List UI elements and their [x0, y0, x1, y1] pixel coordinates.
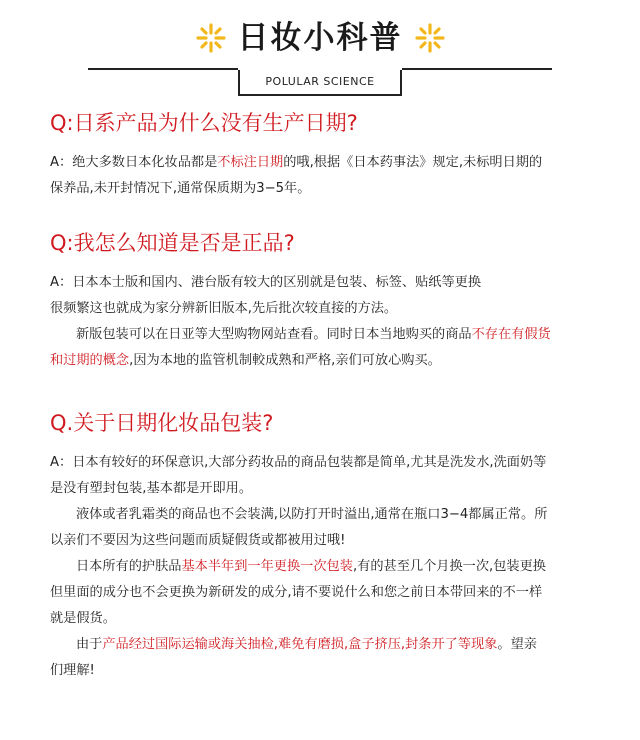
title-rule-right	[402, 68, 552, 70]
highlight-text: 和过期的概念	[50, 353, 130, 368]
page-title: 日妆小科普	[237, 20, 403, 56]
section-3	[50, 408, 595, 684]
section-1	[50, 108, 595, 202]
question-heading: Q:我怎么知道是否是正品?	[50, 231, 295, 255]
highlight-text: 不标注日期	[217, 155, 284, 170]
answer-line: 日本所有的护肤品基本半年到一年更换一次包装,有的甚至几个月换一次,包装更换	[76, 559, 546, 574]
sparkle-icon	[415, 23, 445, 53]
answer-line: A：绝大多数日本化妆品都是不标注日期的哦,根据《日本药事法》规定,未标明日期的	[50, 155, 543, 170]
subtitle-box: POLULAR SCIENCE	[238, 70, 402, 96]
answer-line: 和过期的概念,因为本地的监管机制較成熟和严格,亲们可放心购买。	[50, 353, 441, 368]
answer-line: 由于产品经过国际运输或海关抽检,难免有磨损,盒子挤压,封条开了等现象。望亲	[76, 637, 537, 652]
answer-line: 新版包装可以在日亚等大型购物网站查看。同时日本当地购买的商品不存在有假货	[76, 327, 551, 342]
highlight-text: 不存在有假货	[471, 327, 551, 342]
answer-line: A：日本有较好的环保意识,大部分药妆品的商品包装都是简单,尤其是洗发水,洗面奶等	[50, 455, 547, 470]
answer-line: 液体或者乳霜类的商品也不会装满,以防打开时溢出,通常在瓶口3−4都属正常。所	[76, 507, 548, 522]
question-heading: Q:日系产品为什么没有生产日期?	[50, 111, 358, 135]
answer-line: 很频繁这也就成为家分辨新旧版本,先后批次较直接的方法。	[50, 301, 398, 316]
title-rule-left	[88, 68, 238, 70]
header	[0, 0, 640, 100]
sparkle-icon	[196, 23, 226, 53]
answer-line: 但里面的成分也不会更换为新研发的成分,请不要说什么和您之前日本带回来的不一样	[50, 585, 543, 600]
answer-line: 是没有塑封包装,基本都是开即用。	[50, 481, 253, 496]
question-heading: Q.关于日期化妆品包装?	[50, 411, 274, 435]
section-2	[50, 228, 595, 374]
title-row	[0, 18, 640, 58]
highlight-text: 产品经过国际运输或海关抽检,难免有磨损,盒子挤压,封条开了等现象	[102, 637, 498, 652]
highlight-text: 基本半年到一年更换一次包装	[181, 559, 353, 574]
answer-line: 保养品,未开封情况下,通常保质期为3−5年。	[50, 181, 311, 196]
answer-line: 就是假货。	[50, 611, 116, 626]
content	[50, 108, 595, 684]
answer-line: A：日本本士版和国内、港台版有较大的区别就是包装、标签、贴纸等更换	[50, 275, 482, 290]
answer-line: 以亲们不要因为这些问题而质疑假货或都被用过哦!	[50, 533, 346, 548]
answer-line: 们理解!	[50, 663, 95, 678]
